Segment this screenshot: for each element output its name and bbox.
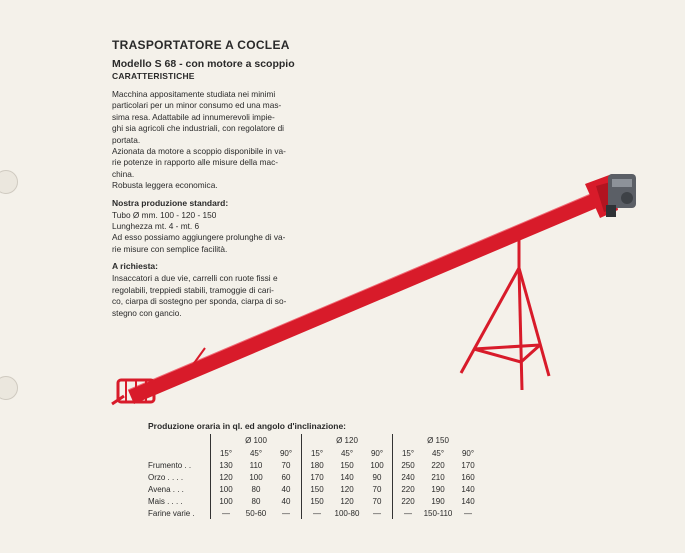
table-cell: 100: [249, 472, 263, 482]
production-table-block: [148, 421, 508, 519]
table-cell: 130: [211, 459, 242, 471]
table-cell: 220: [431, 460, 445, 470]
table-cell: —: [211, 507, 242, 519]
angle-header: 45°: [431, 448, 445, 458]
tube-highlight: [128, 190, 600, 390]
page-title: TRASPORTATORE A COCLEA: [112, 38, 290, 52]
table-cell: 70: [372, 496, 382, 506]
table-row: [148, 495, 483, 507]
table-cell: 100: [211, 495, 242, 507]
table-row: [148, 483, 483, 495]
table-cell: —: [282, 508, 290, 518]
table-cell: 100: [370, 460, 384, 470]
table-cell: 60: [281, 472, 291, 482]
production-table: [148, 434, 484, 519]
diameter-header: Ø 100: [245, 436, 267, 445]
engine: [606, 174, 636, 217]
table-cell: 140: [340, 472, 354, 482]
row-label: Avena . . .: [148, 484, 184, 494]
table-cell: —: [373, 508, 381, 518]
table-cell: 50-60: [245, 508, 267, 518]
table-cell: 190: [431, 484, 445, 494]
table-cell: 70: [372, 484, 382, 494]
standard-heading: Nostra produzione standard:: [112, 197, 229, 208]
table-cell: 210: [431, 472, 445, 482]
table-cell: 40: [281, 496, 291, 506]
table-cell: 150-110: [423, 508, 453, 518]
table-cell: 70: [281, 460, 291, 470]
angle-header: 45°: [249, 448, 263, 458]
table-cell: 150: [340, 460, 354, 470]
table-title: Produzione oraria in ql. ed angolo d'inclinazione:: [148, 421, 347, 431]
table-cell: 150: [302, 483, 333, 495]
table-cell: 90: [372, 472, 382, 482]
table-cell: 40: [281, 484, 291, 494]
table-cell: 80: [251, 484, 261, 494]
description-text: Macchina appositamente studiata nei minimi particolari per un minor consumo ed una mas- sima resa. Adattabile ad innumerevoli impie- ghi sia agricoli che industriali, con regolatore di portata. Azionata da motore a scoppio disponibile in va- rie potenze in rapporto alle misure della mac- china. Robusta leggera economica.: [112, 89, 286, 191]
angle-header: 15°: [302, 447, 333, 459]
diameter-header: Ø 150: [427, 436, 449, 445]
table-cell: —: [464, 508, 472, 518]
table-cell: 190: [431, 496, 445, 506]
angle-header: 90°: [279, 448, 293, 458]
angle-header: 15°: [211, 447, 242, 459]
table-cell: 140: [461, 484, 475, 494]
table-cell: 170: [461, 460, 475, 470]
angle-header: 90°: [370, 448, 384, 458]
table-cell: 80: [251, 496, 261, 506]
table-cell: —: [393, 507, 424, 519]
table-cell: 110: [249, 460, 263, 470]
features-heading: CARATTERISTICHE: [112, 71, 195, 81]
table-cell: 100: [211, 483, 242, 495]
table-cell: 120: [340, 496, 354, 506]
table-cell: —: [302, 507, 333, 519]
row-label: Orzo . . . .: [148, 472, 184, 482]
angle-header: 15°: [393, 447, 424, 459]
row-label: Farine varie .: [148, 508, 195, 518]
table-row: [148, 471, 483, 483]
request-heading: A richiesta:: [112, 261, 158, 272]
table-row: [148, 507, 483, 519]
auger-tube: [128, 190, 606, 404]
table-cell: 160: [461, 472, 475, 482]
request-text: Insaccatori a due vie, carrelli con ruote fissi e regolabili, treppiedi stabili, tramoggie di cari- co, ciarpa di sostegno per sponda, ciarpa di so- stegno con gancio.: [112, 273, 287, 318]
table-row: [148, 459, 483, 471]
table-cell: 100-80: [334, 508, 360, 518]
standard-text: Tubo Ø mm. 100 - 120 - 150 Lunghezza mt. 4 - mt. 6 Ad esso possiamo aggiungere prolunghe di va- rie misure con semplice facilità.: [112, 209, 286, 254]
table-cell: 180: [302, 459, 333, 471]
table-cell: 120: [211, 471, 242, 483]
table-cell: 140: [461, 496, 475, 506]
table-cell: 250: [393, 459, 424, 471]
table-cell: 240: [393, 471, 424, 483]
angle-header: 90°: [461, 448, 475, 458]
angle-header: 45°: [340, 448, 354, 458]
model-name: Modello S 68 - con motore a scoppio: [112, 58, 295, 70]
diameter-header: Ø 120: [336, 436, 358, 445]
table-cell: 120: [340, 484, 354, 494]
table-cell: 220: [393, 495, 424, 507]
table-cell: 220: [393, 483, 424, 495]
row-label: Mais . . . .: [148, 496, 183, 506]
table-cell: 170: [302, 471, 333, 483]
table-cell: 150: [302, 495, 333, 507]
row-label: Frumento . .: [148, 460, 192, 470]
